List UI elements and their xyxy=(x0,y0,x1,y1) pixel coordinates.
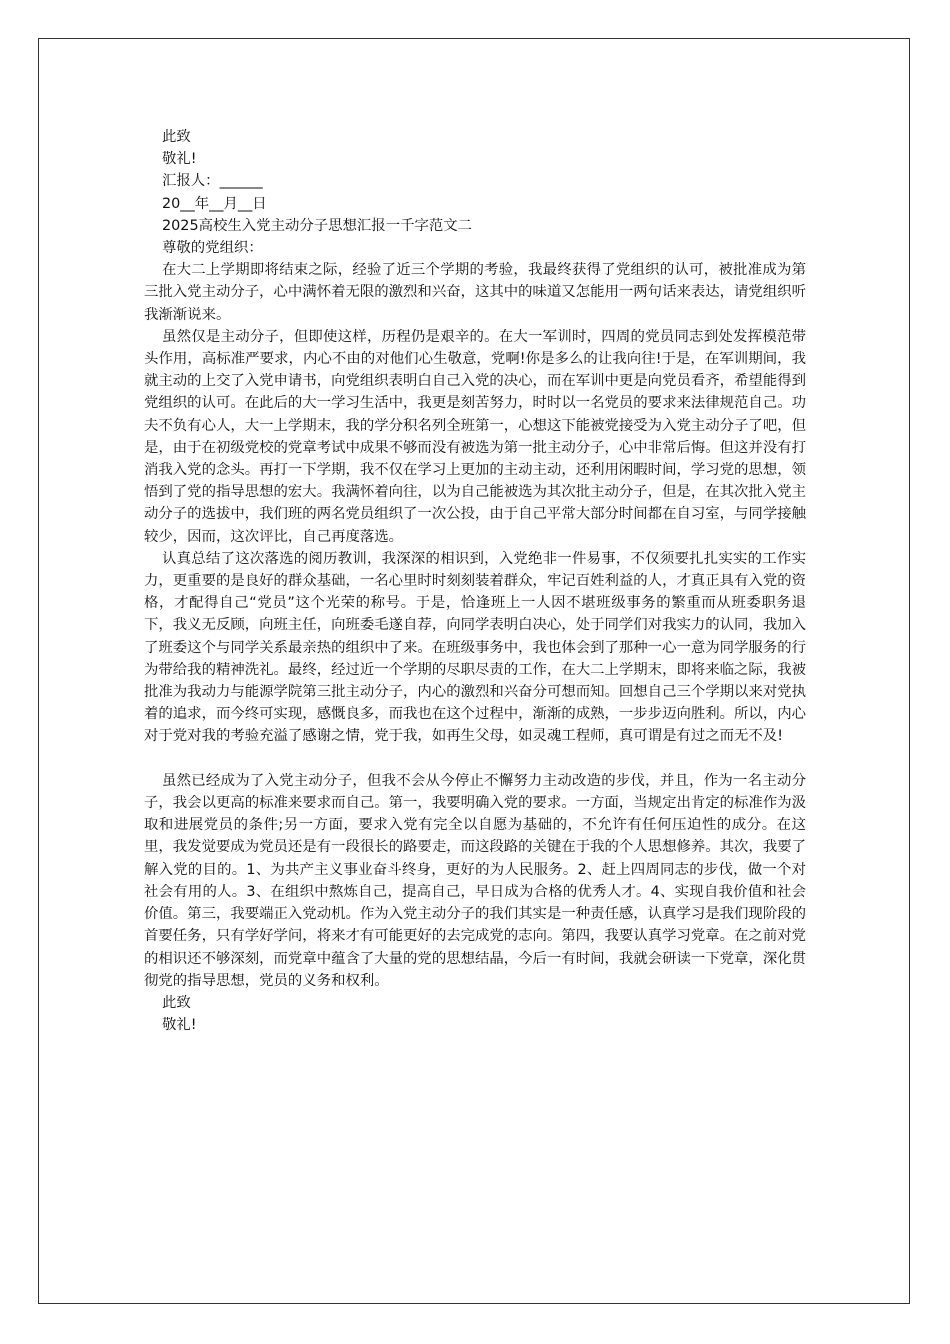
date-line: 20__年__月__日 xyxy=(162,195,267,212)
salutation: 尊敬的党组织： xyxy=(162,240,263,257)
paragraph-spacer xyxy=(144,748,806,770)
closing-greeting-top: 此致 xyxy=(162,129,191,145)
document-body xyxy=(144,126,806,1036)
paragraph-4: 虽然已经成为了入党主动分子，但我不会从今停止不懈努力主动改造的步伐，并且，作为一名主动分子，我会以更高的标准来要求而自己。第一，我要明确入党的要求。一方面，当规定出肯定的标准作为汲取和进展党员的条件;另一方面，要求入党有完全以自愿为基础的，不允许有任何压迫性的成分。在这里，我发觉要成为党员还是有一段很长的路要走，而这段路的关键在于我的个人思想修养。其次，我要了解入党的目的。1、为共产主义事业奋斗终身，更好的为人民服务。2、赶上四周同志的步伐，做一个对社会有用的人。3、在组织中熬炼自己，提高自己，早日成为合格的优秀人才。4、实现自我价值和社会价值。第三，我要端正入党动机。作为入党主动分子的我们其实是一种责任感，认真学习是我们现阶段的首要任务，只有学好学问，将来才有可能更好的去完成党的志向。第四，我要认真学习党章。在之前对党的相识还不够深刻，而党章中蕴含了大量的党的思想结晶，今后一有时间，我就会研读一下党章，深化贯彻党的指导思想，党员的义务和权利。 xyxy=(144,772,806,989)
paragraph-1: 在大二上学期即将结束之际，经验了近三个学期的考验，我最终获得了党组织的认可，被批准成为第三批入党主动分子，心中满怀着无限的激烈和兴奋，这其中的味道又怎能用一两句话来表达，请党组织听我渐渐说来。 xyxy=(144,262,806,323)
closing-salute-top: 敬礼! xyxy=(162,151,197,168)
paragraph-3: 认真总结了这次落选的阅历教训，我深深的相识到，入党绝非一件易事，不仅须要扎扎实实的工作实力，更重要的是良好的群众基础，一名心里时时刻刻装着群众，牢记百姓利益的人，才真正具有入党的资格，才配得自己“党员”这个光荣的称号。于是，恰逢班上一人因不堪班级事务的繁重而从班委职务退下，我义无反顾，向班主任，向班委毛遂自荐，向同学表明白决心，处于同学们对我实力的认同，我加入了班委这个与同学关系最亲热的组织中了来。在班级事务中，我也体会到了那种一心一意为同学服务的行为带给我的精神洗礼。最终，经过近一个学期的尽职尽责的工作，在大二上学期末，即将来临之际，我被批准为我动力与能源学院第三批主动分子，内心的激烈和兴奋分可想而知。回想自己三个学期以来对党执着的追求，而今终可实现，感慨良多，而我也在这个过程中，渐渐的成熟，一步步迈向胜利。所以，内心对于党对我的考验充溢了感谢之情，党于我，如再生父母，如灵魂工程师，真可谓是有过之而无不及! xyxy=(144,550,806,745)
reporter-line: 汇报人：______ xyxy=(162,173,263,190)
closing-greeting: 此致 xyxy=(162,994,191,1011)
closing-salute: 敬礼! xyxy=(162,1017,197,1034)
document-title: 2025高校生入党主动分子思想汇报一千字范文二 xyxy=(162,217,473,234)
paragraph-2: 虽然仅是主动分子，但即使这样，历程仍是艰辛的。在大一军训时，四周的党员同志到处发挥模范带头作用，高标准严要求，内心不由的对他们心生敬意，党啊!你是多么的让我向往!于是，在军训期间，我就主动的上交了入党申请书，向党组织表明白自己入党的决心，而在军训中更是向党员看齐，希望能得到党组织的认可。在此后的大一学习生活中，我更是刻苦努力，时时以一名党员的要求来法律规范自己。功夫不负有心人，大一上学期末，我的学分积名列全班第一，心想这下能被党接受为入党主动分子了吧，但是，由于在初级党校的党章考试中成果不够而没有被选为第一批主动分子，心中非常后悔。但这并没有打消我入党的念头。再打一下学期，我不仅在学习上更加的主动主动，还利用闲暇时间，学习党的思想，领悟到了党的指导思想的宏大。我满怀着向往，以为自己能被选为其次批主动分子，但是，在其次批入党主动分子的选拔中，我们班的两名党员组织了一次公投，由于自己平常大部分时间都在自习室，与同学接触较少，因而，这次评比，自己再度落选。 xyxy=(144,328,806,545)
